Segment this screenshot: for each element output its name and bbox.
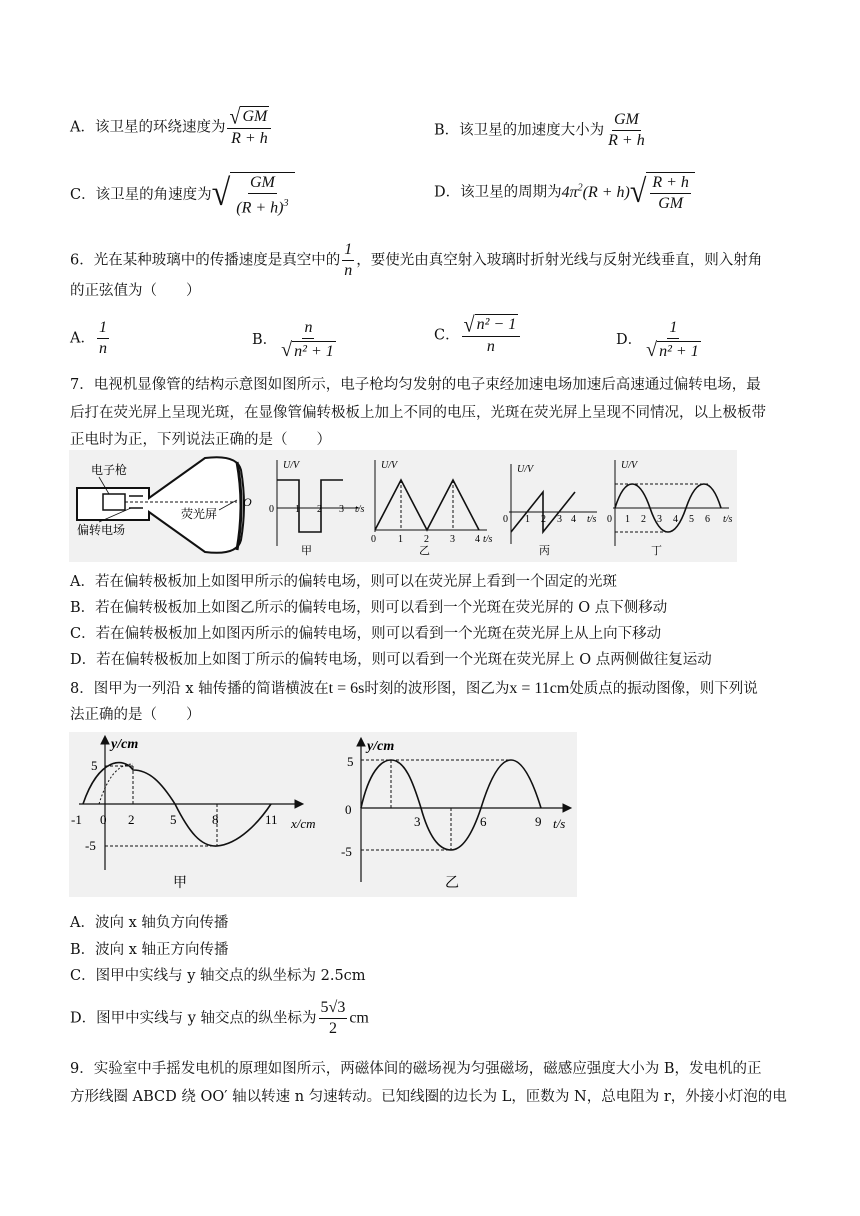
q9-stem-line1: 9．实验室中手摇发电机的原理如图所示，两磁体间的磁场视为匀强磁场，磁感应强度大小为 B，发电机的正	[70, 1061, 762, 1077]
svg-text:2: 2	[128, 812, 135, 827]
label-screen: 荧光屏	[181, 507, 218, 521]
svg-text:0: 0	[607, 514, 612, 525]
svg-text:1: 1	[625, 514, 630, 525]
q5-option-c[interactable]	[70, 172, 295, 218]
svg-text:5: 5	[689, 514, 694, 525]
svg-text:3: 3	[414, 814, 421, 829]
graph-ding	[613, 460, 729, 546]
svg-text:y/cm: y/cm	[111, 737, 139, 752]
svg-text:8: 8	[212, 812, 219, 827]
q7-option-d[interactable]: D．若在偏转极板加上如图丁所示的偏转电场，则可以看到一个光斑在荧光屏上 O 点两侧做往复运动	[70, 652, 712, 668]
label-field: 偏转电场	[77, 523, 126, 537]
q6-option-d[interactable]: D． $\frac{1}{\text{√ n² + 1}}$	[616, 319, 699, 361]
option-formula: √ $\frac{GM}{(R + h)^3}$	[212, 172, 295, 218]
svg-text:4: 4	[673, 514, 678, 525]
svg-text:9: 9	[535, 814, 542, 829]
q7-stem-line3: 正电时为正，下列说法正确的是（ ）	[70, 432, 331, 448]
svg-text:U/V: U/V	[621, 460, 638, 471]
q6-stem-line1: 6．光在某种玻璃中的传播速度是真空中的 $\frac{1}{n}$ ，要使光由真空射入玻璃时折射光线与反射光线垂直，则入射角	[70, 241, 763, 279]
svg-text:4: 4	[571, 514, 576, 525]
label-gun: 电子枪	[91, 463, 128, 477]
svg-text:-5: -5	[85, 838, 96, 853]
vibration-graph-yi	[357, 738, 571, 882]
q8-option-b[interactable]: B．波向 x 轴正方向传播	[70, 942, 229, 958]
q7-stem-line2: 后打在荧光屏上呈现光斑，在显像管偏转极板上加上不同的电压，光斑在荧光屏上呈现不同情况，以上极板带	[70, 405, 766, 421]
svg-text:3: 3	[339, 504, 344, 515]
svg-text:3: 3	[450, 534, 455, 545]
q7-stem-line1: 7．电视机显像管的结构示意图如图所示，电子枪均匀发射的电子束经加速电场加速后高速通过偏转电场，最	[70, 377, 761, 393]
label-O: O	[243, 495, 252, 509]
svg-text:甲: 甲	[173, 876, 187, 891]
svg-text:5: 5	[170, 812, 177, 827]
q7-option-a[interactable]: A．若在偏转极板加上如图甲所示的偏转电场，则可以在荧光屏上看到一个固定的光斑	[70, 574, 617, 590]
svg-text:5: 5	[91, 758, 98, 773]
svg-text:-5: -5	[341, 844, 352, 859]
option-text: B．该卫星的加速度大小为	[434, 122, 605, 139]
wave-graph-jia	[79, 736, 303, 870]
svg-text:6: 6	[480, 814, 487, 829]
option-formula: √ GM R + h	[227, 106, 271, 149]
svg-text:2: 2	[541, 514, 546, 525]
svg-text:2: 2	[424, 534, 429, 545]
q7-figure	[69, 450, 737, 562]
option-formula: $4\pi^2(R + h)$ √ $\frac{R + h}{GM}$	[562, 184, 695, 201]
q5-option-a[interactable]	[70, 106, 273, 149]
svg-text:t/s: t/s	[587, 514, 597, 525]
svg-text:1: 1	[295, 504, 300, 515]
option-text: D．该卫星的周期为	[434, 184, 562, 201]
q7-option-b[interactable]: B．若在偏转极板加上如图乙所示的偏转电场，则可以看到一个光斑在荧光屏的 O 点下侧移动	[70, 600, 668, 616]
svg-text:0: 0	[371, 534, 376, 545]
svg-text:6: 6	[705, 514, 710, 525]
svg-text:3: 3	[557, 514, 562, 525]
svg-text:3: 3	[657, 514, 662, 525]
svg-text:0: 0	[503, 514, 508, 525]
graph-jia	[277, 460, 359, 546]
svg-text:t/s: t/s	[723, 514, 733, 525]
q8-stem-line2: 法正确的是（ ）	[70, 707, 201, 723]
svg-text:1: 1	[398, 534, 403, 545]
svg-text:0: 0	[100, 812, 107, 827]
svg-text:U/V: U/V	[381, 460, 398, 471]
svg-text:丁: 丁	[651, 545, 662, 557]
svg-text:t/s: t/s	[355, 504, 365, 515]
q7-option-c[interactable]: C．若在偏转极板加上如图丙所示的偏转电场，则可以看到一个光斑在荧光屏上从上向下移动	[70, 626, 662, 642]
svg-text:乙: 乙	[419, 545, 430, 557]
svg-text:11: 11	[265, 812, 278, 827]
svg-text:0: 0	[345, 802, 352, 817]
q5-option-d[interactable]	[434, 172, 695, 214]
q8-option-a[interactable]: A．波向 x 轴负方向传播	[70, 915, 229, 931]
q6-option-c[interactable]: C． √ n² − 1 n	[434, 314, 522, 357]
svg-text:0: 0	[269, 504, 274, 515]
q8-stem-line1: 8．图甲为一列沿 x 轴传播的简谐横波在t = 6s时刻的波形图，图乙为x = 11cm处质点的振动图像，则下列说	[70, 680, 758, 697]
q8-option-c[interactable]: C．图甲中实线与 y 轴交点的纵坐标为 2.5cm	[70, 968, 366, 984]
svg-text:-1: -1	[71, 812, 82, 827]
svg-text:y/cm: y/cm	[367, 739, 395, 754]
q6-option-a[interactable]: A． $\frac{1}{n}$	[70, 319, 107, 357]
q6-stem-line2: 的正弦值为（ ）	[70, 283, 201, 299]
svg-text:1: 1	[525, 514, 530, 525]
q5-option-b[interactable]	[434, 110, 649, 151]
option-formula: $\frac{GM}{R + h}$	[608, 111, 645, 149]
svg-text:U/V: U/V	[517, 464, 534, 475]
option-text: C．该卫星的角速度为	[70, 187, 212, 204]
q8-figure	[69, 732, 577, 897]
q9-stem-line2: 方形线圈 ABCD 绕 OO′ 轴以转速 n 匀速转动。已知线圈的边长为 L，匝数为 N，总电阻为 r，外接小灯泡的电	[70, 1089, 787, 1105]
svg-text:U/V: U/V	[283, 460, 300, 471]
svg-text:甲: 甲	[301, 545, 312, 557]
q8-option-d[interactable]: D．图甲中实线与 y 轴交点的纵坐标为 $\frac{5√3}{2}$ cm	[70, 999, 369, 1037]
svg-text:t/s: t/s	[553, 816, 566, 831]
graph-bing	[509, 464, 597, 544]
svg-text:2: 2	[641, 514, 646, 525]
q6-option-b[interactable]: B． $\frac{n}{\text{√ n² + 1}}$	[252, 319, 334, 361]
svg-text:5: 5	[347, 754, 354, 769]
svg-text:x/cm: x/cm	[291, 816, 316, 831]
option-text: A．该卫星的环绕速度为	[70, 119, 226, 136]
svg-text:2: 2	[317, 504, 322, 515]
svg-text:t/s: t/s	[483, 534, 493, 545]
svg-text:4: 4	[475, 534, 480, 545]
svg-text:乙: 乙	[445, 876, 459, 891]
svg-text:丙: 丙	[539, 545, 550, 557]
